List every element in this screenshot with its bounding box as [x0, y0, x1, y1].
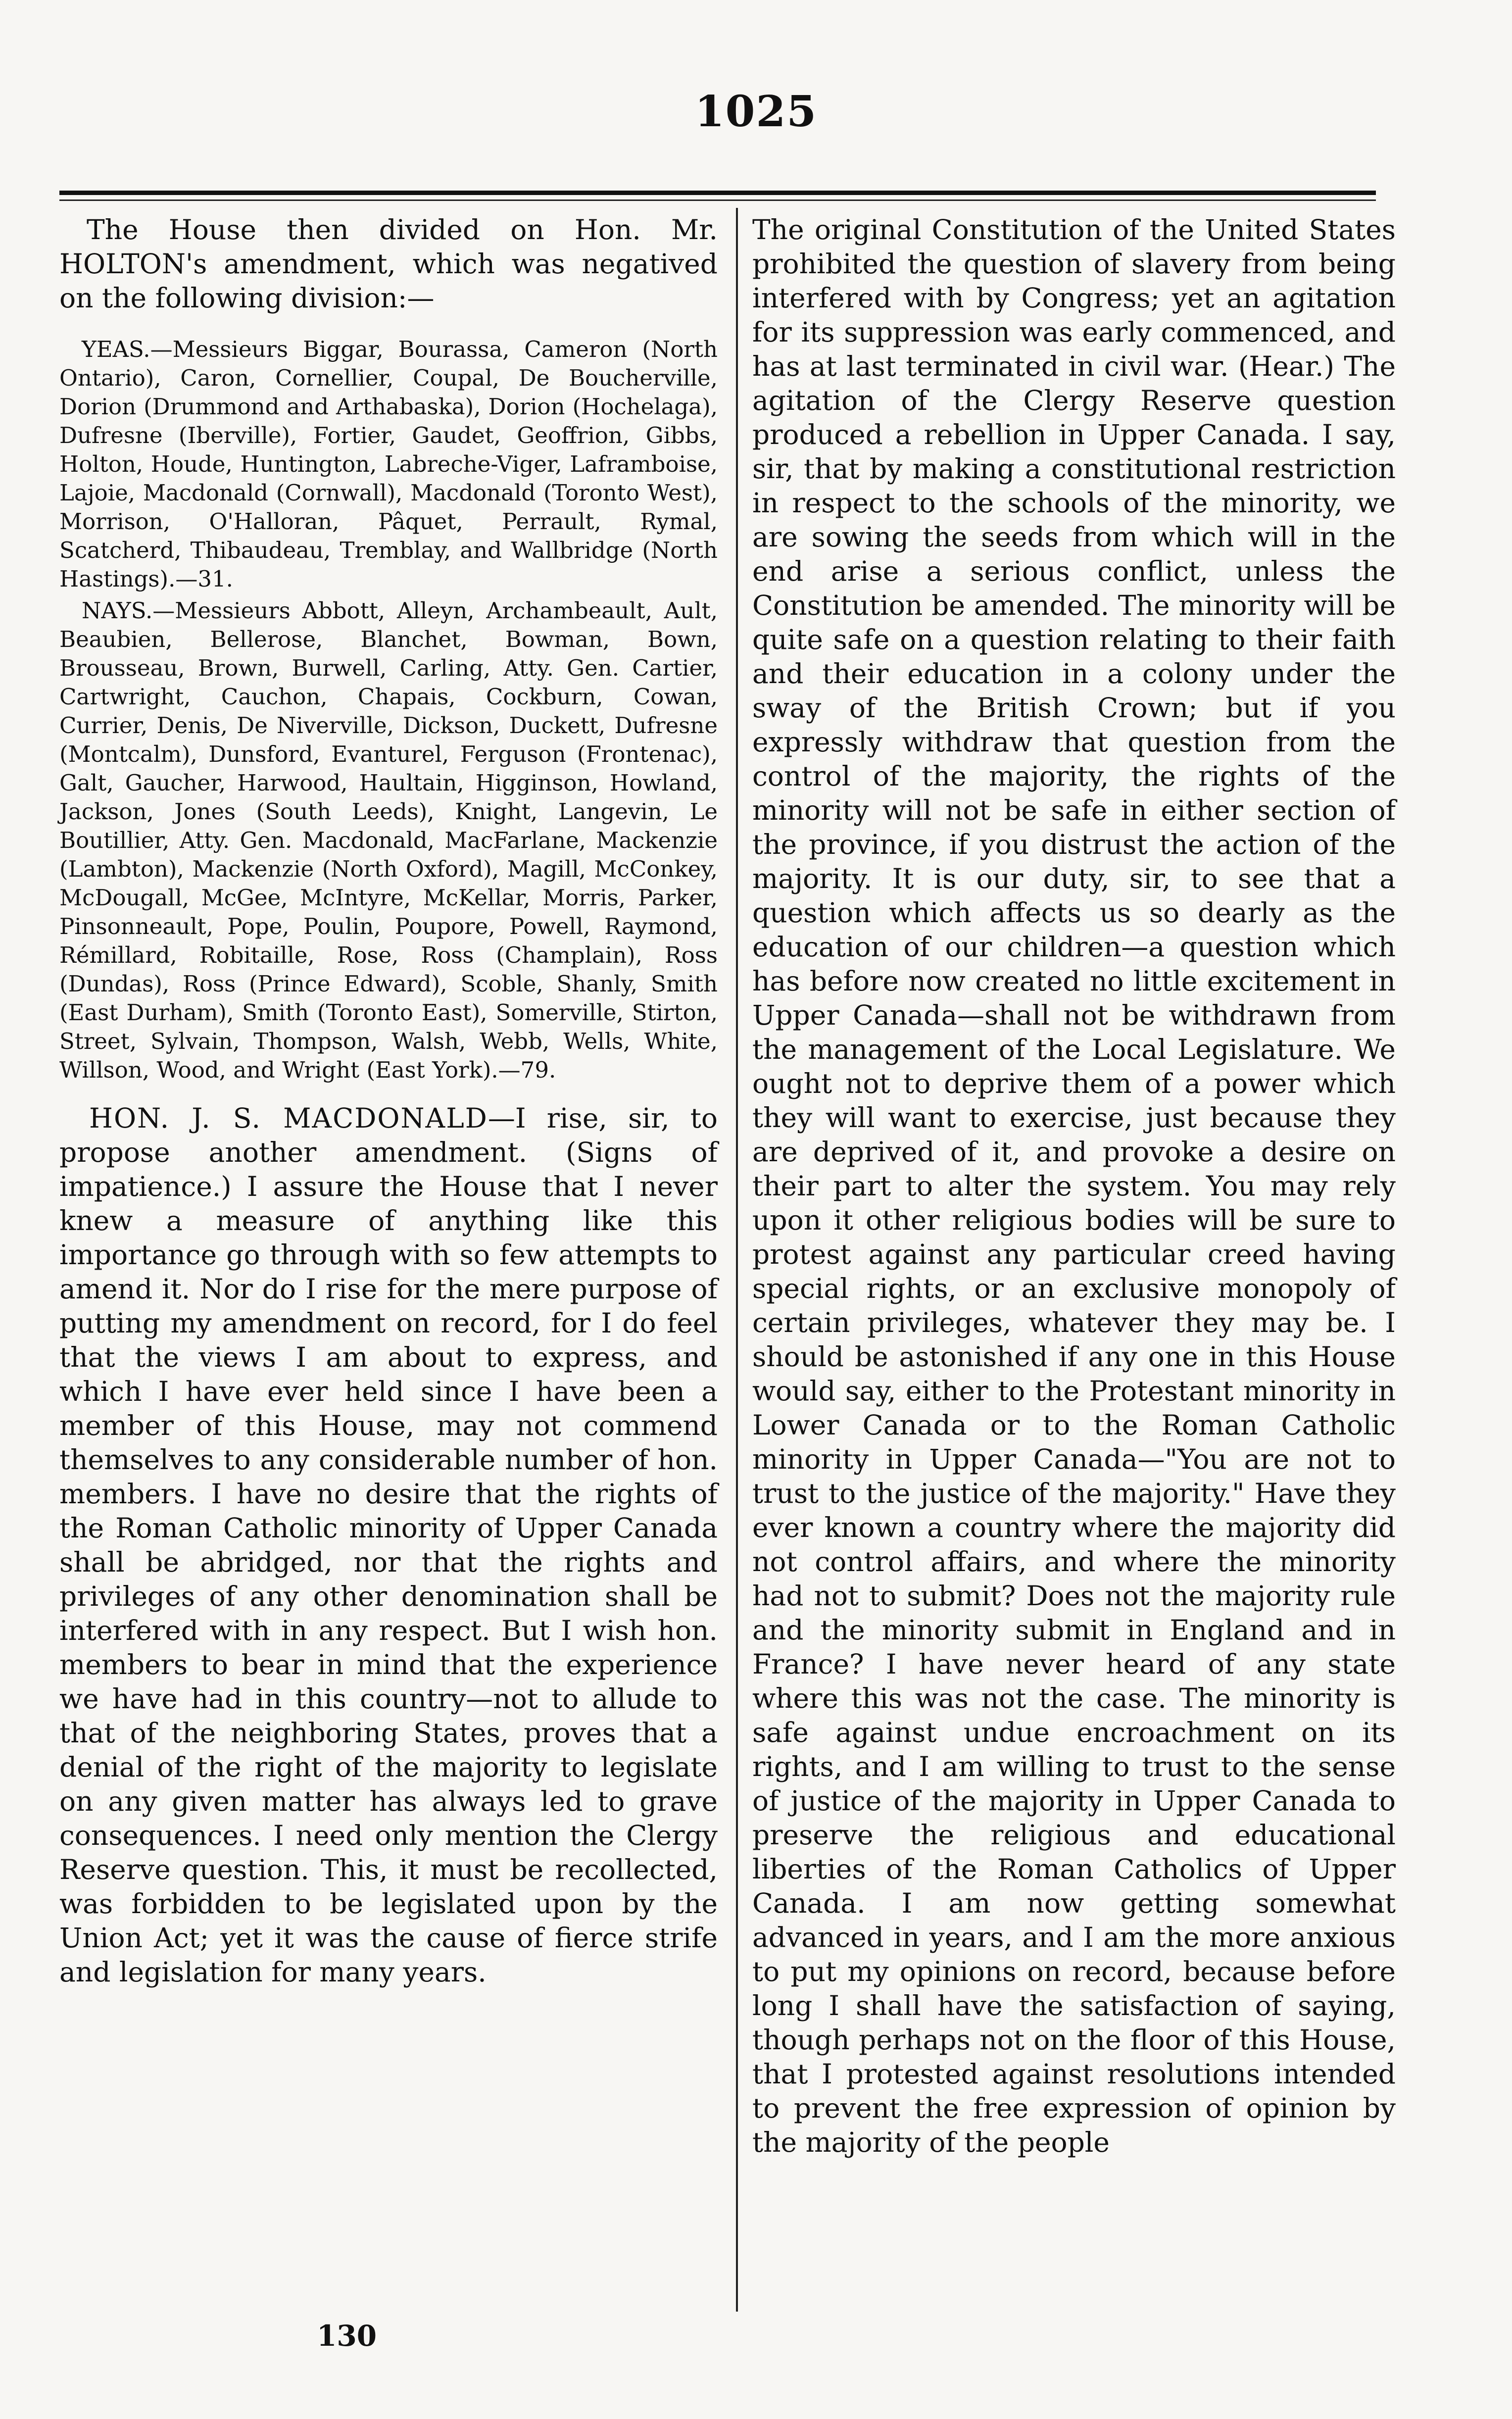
- column-divider: [736, 208, 738, 2312]
- division-intro: The House then divided on Hon. Mr. HOLTON's amendment, which was negatived on the following division:—: [59, 214, 718, 314]
- header-rule-thin: [59, 199, 1376, 201]
- right-column: [752, 213, 1396, 2160]
- right-column-text: The original Constitution of the United States prohibited the question of slavery from being interfered with by Congress; yet an agitation for its suppression was early commenced, and has at last terminated in civil war. (Hear.) The agitation of the Clergy Reserve question produced a rebellion in Upper Canada. I say, sir, that by making a constitutional restriction in respect to the schools of the minority, we are sowing the seeds from which will in the end arise a serious conflict, unless the Constitution be amended. The minority will be quite safe on a question relating to their faith and their education in a colony under the sway of the British Crown; but if you expressly withdraw that question from the control of the majority, the rights of the minority will not be safe in either section of the province, if you distrust the action of the majority. It is our duty, sir, to see that a question which affects us so dearly as the education of our children—a question which has before now created no little excitement in Upper Canada—shall not be withdrawn from the management of the Local Legislature. We ought not to deprive them of a power which they will want to exercise, just because they are deprived of it, and provoke a desire on their part to alter the system. You may rely upon it other religious bodies will be sure to protest against any particular creed having special rights, or an exclusive monopoly of certain privileges, whatever they may be. I should be astonished if any one in this House would say, either to the Protestant minority in Lower Canada or to the Roman Catholic minority in Upper Canada—"You are not to trust to the justice of the majority." Have they ever known a country where the majority did not control affairs, and where the minority had not to submit? Does not the majority rule and the minority submit in England and in France? I have never heard of any state where this was not the case. The minority is safe against undue encroachment on its rights, and I am willing to trust to the sense of justice of the majority in Upper Canada to preserve the religious and educational liberties of the Roman Catholics of Upper Canada. I am now getting somewhat advanced in years, and I am the more anxious to put my opinions on record, because before long I shall have the satisfaction of saying, though perhaps not on the floor of this House, that I protested against resolutions intended to prevent the free expression of opinion by the majority of the people: [752, 214, 1396, 2158]
- nays-list: NAYS.—Messieurs Abbott, Alleyn, Archambeault, Ault, Beaubien, Bellerose, Blanchet, Bowman, Bown, Brousseau, Brown, Burwell, Carling, Atty. Gen. Cartier, Cartwright, Cauchon, Chapais, Cockburn, Cowan, Currier, Denis, De Niverville, Dickson, Duckett, Dufresne (Montcalm), Dunsford, Evanturel, Ferguson (Frontenac), Galt, Gaucher, Harwood, Haultain, Higginson, Howland, Jackson, Jones (South Leeds), Knight, Langevin, Le Boutillier, Atty. Gen. Macdonald, MacFarlane, Mackenzie (Lambton), Mackenzie (North Oxford), Magill, McConkey, McDougall, McGee, McIntyre, McKellar, Morris, Parker, Pinsonneault, Pope, Poulin, Poupore, Powell, Raymond, Rémillard, Robitaille, Rose, Ross (Champlain), Ross (Dundas), Ross (Prince Edward), Scoble, Shanly, Smith (East Durham), Smith (Toronto East), Somerville, Stirton, Street, Sylvain, Thompson, Walsh, Webb, Wells, White, Willson, Wood, and Wright (East York).—79.: [59, 597, 718, 1083]
- speaker-name: HON. J. S. MACDONALD: [89, 1102, 488, 1134]
- speech-paragraph: [59, 1101, 718, 1989]
- yeas-list: YEAS.—Messieurs Biggar, Bourassa, Cameron (North Ontario), Caron, Cornellier, Coupal, De Boucherville, Dorion (Drummond and Arthabaska), Dorion (Hochelaga), Dufresne (Iberville), Fortier, Gaudet, Geoffrion, Gibbs, Holton, Houde, Huntington, Labreche-Viger, Laframboise, Lajoie, Macdonald (Cornwall), Macdonald (Toronto West), Morrison, O'Halloran, Pâquet, Perrault, Rymal, Scatcherd, Thibaudeau, Tremblay, and Wallbridge (North Hastings).—31.: [59, 336, 718, 592]
- speech-text: —I rise, sir, to propose another amendment. (Signs of impatience.) I assure the House that I never knew a measure of anything like this importance go through with so few attempts to amend it. Nor do I rise for the mere purpose of putting my amendment on record, for I do feel that the views I am about to express, and which I have ever held since I have been a member of this House, may not commend themselves to any considerable number of hon. members. I have no desire that the rights of the Roman Catholic minority of Upper Canada shall be abridged, nor that the rights and privileges of any other denomination shall be interfered with in any respect. But I wish hon. members to bear in mind that the experience we have had in this country—not to allude to that of the neighboring States, proves that a denial of the right of the majority to legislate on any given matter has always led to grave consequences. I need only mention the Clergy Reserve question. This, it must be recollected, was forbidden to be legislated upon by the Union Act; yet it was the cause of fierce strife and legislation for many years.: [59, 1102, 718, 1988]
- page-number: 1025: [694, 87, 818, 137]
- signature-number: 130: [317, 2319, 377, 2353]
- header-rule: [59, 191, 1376, 195]
- left-column: [59, 213, 718, 1989]
